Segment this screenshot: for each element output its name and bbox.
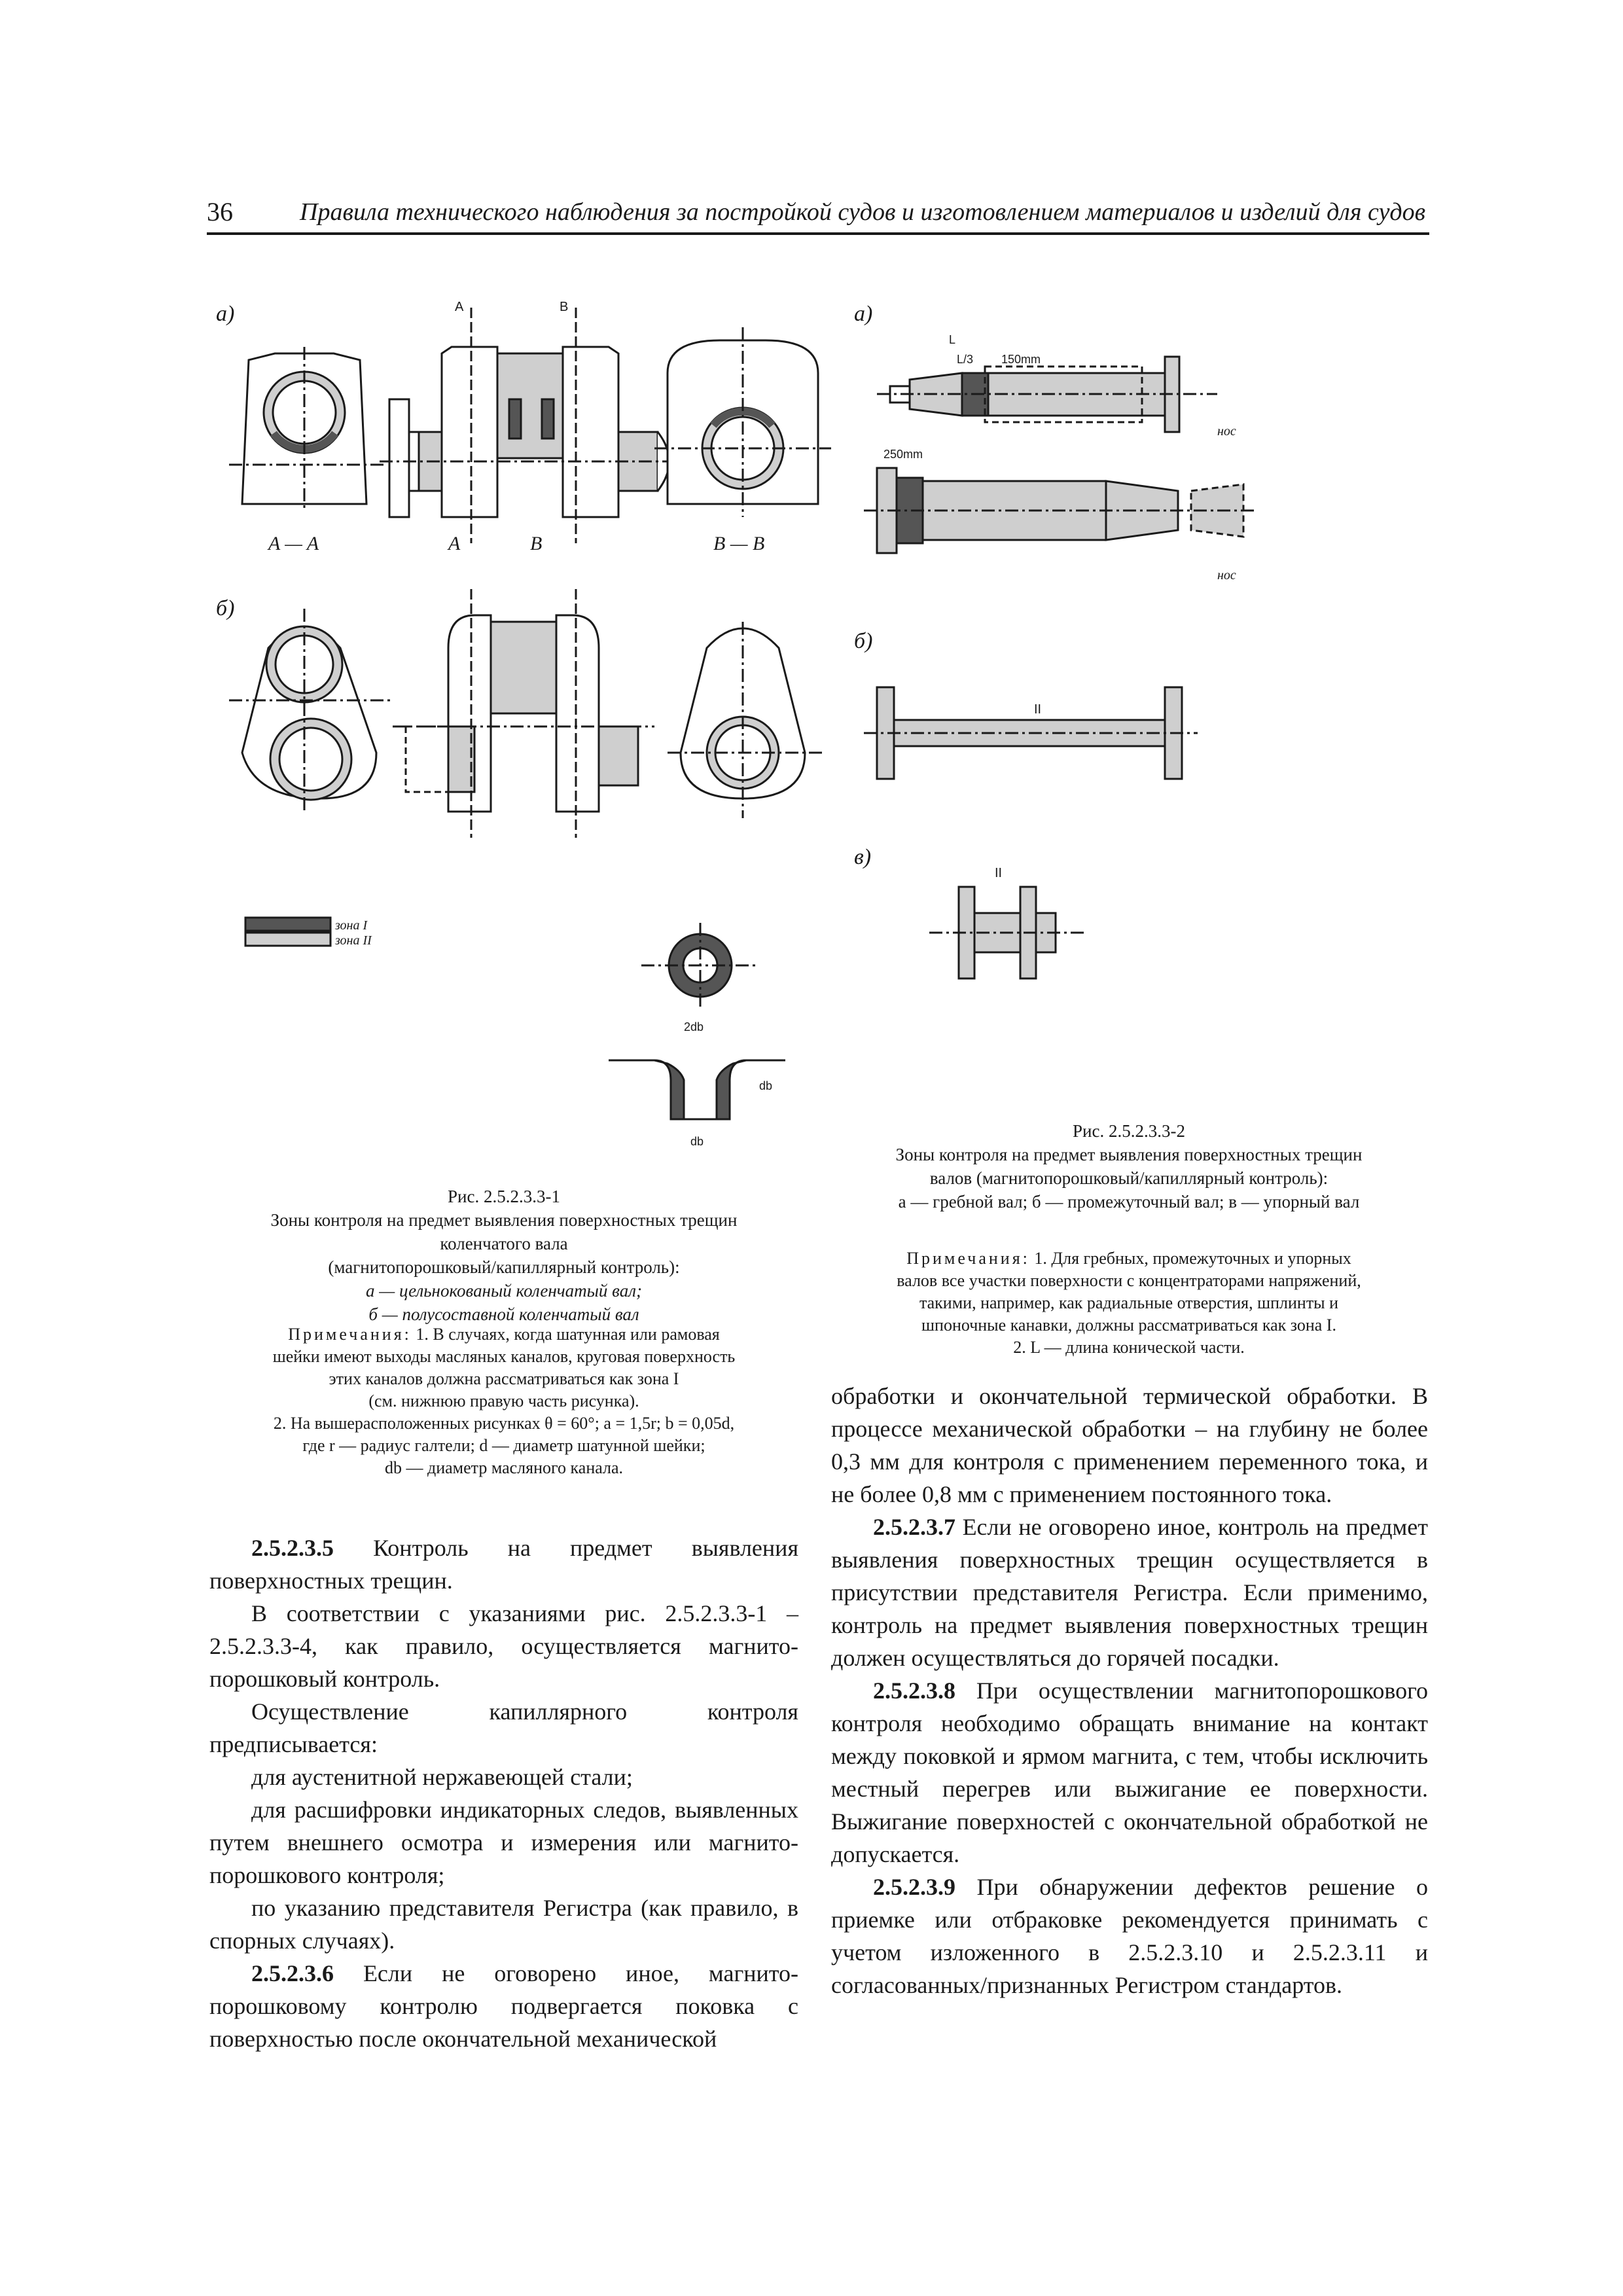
svg-text:A: A [455,300,464,314]
paragraph: В соответствии с указаниями рис. 2.5.2.3.3-1 – 2.5.2.3.3-4, как правило, осуществляется магнито-порошковый контроль. [209,1600,798,1692]
paragraph: для расшифровки индикаторных следов, выявленных путем внешнего осмотра и измерения или магнито-порошкового контроля; [209,1797,798,1888]
svg-text:B: B [560,300,569,314]
legend-zone2-swatch [245,933,330,946]
intermediate-shaft [864,687,1198,779]
thrust-shaft [929,866,1086,978]
section-2-5-2-3-6: 2.5.2.3.6 Если не оговорено иное, магнито-порошковому контролю подвергается поковка с поверхностью после окончательной механической [209,1960,798,2052]
svg-text:L/3: L/3 [957,353,974,366]
paragraph-continued: обработки и окончательной термической обработки. В процессе механической обработки – на глубину не более 0,3 мм для контроля с применением переменного тока, и не более 0,8 мм с применением постоянного тока. [831,1383,1428,1507]
crank-side-view [380,300,700,554]
svg-text:B: B [530,533,543,554]
right-column [831,1380,1428,2001]
svg-text:150mm: 150mm [1001,353,1041,366]
paragraph: Осуществление капиллярного контроля предписывается: [209,1698,798,1757]
label-aa: A — A [268,533,319,554]
section-2-5-2-3-8: 2.5.2.3.8 При осуществлении магнитопорошкового контроля необходимо обращать внимание на контакт между поковкой и ярмом магнита, с тем, чтобы исключить местный перегрев или выжигание ее поверхности. Выжигание поверхностей с окончательной обработкой не допускается. [831,1677,1428,1867]
technical-drawings [196,281,1440,1165]
legend-zone1-swatch [245,918,330,931]
bb-section-view [654,327,831,554]
svg-text:зона I: зона I [335,918,368,933]
label-b2: б) [854,629,873,653]
svg-text:нос: нос [1217,568,1236,583]
paragraph: для аустенитной нержавеющей стали; [251,1764,633,1790]
figure1-caption: Рис. 2.5.2.3.3-1 Зоны контроля на предмет выявления поверхностных трещин коленчатого вала (магнитопорошковый/капиллярный контроль): а — цельнокованый коленчатый вал; б — полусоставной коленчатый вал [209,1185,798,1326]
figure1-title: Рис. 2.5.2.3.3-1 [448,1187,560,1206]
semi-built-crank-back [668,622,825,818]
running-header: Правила технического наблюдения за постройкой судов и изготовлением материалов и изделий для судов [300,198,1426,226]
propeller-shaft-bottom [864,448,1257,583]
svg-text:зона II: зона II [335,933,372,948]
left-column [209,1532,798,2055]
svg-text:A: A [448,533,461,554]
svg-text:II: II [995,866,1003,880]
section-2-5-2-3-9: 2.5.2.3.9 При обнаружении дефектов решение о приемке или отбраковке рекомендуется принимать с учетом изложенного в 2.5.2.3.10 и 2.5.2.3.11 и согласованных/признанных Регистром стандартов. [831,1874,1429,1998]
svg-text:2db: 2db [684,1020,704,1033]
figure2-notes: Примечания: 1. Для гребных, промежуточных и упорных валов все участки поверхности с концентраторами напряжений, такими, например, как радиальные отверстия, шплинты и шпоночные канавки, должны рассматриваться как зона I. 2. L — длина конической части. [897,1249,1361,1357]
label-v2: в) [854,845,872,869]
svg-text:нос: нос [1217,424,1236,439]
svg-text:L: L [949,333,956,346]
section-2-5-2-3-7: 2.5.2.3.7 Если не оговорено иное, контроль на предмет выявления поверхностных трещин осуществляется в присутствии представителя Регистра. Если применимо, контроль на предмет выявления поверхностных трещин должен осуществляться до горячей посадки. [831,1514,1428,1671]
figure2-title: Рис. 2.5.2.3.3-2 [1073,1121,1185,1141]
figure1-notes: Примечания: 1. В случаях, когда шатунная или рамовая шейки имеют выходы масляных каналов, круговая поверхность этих каналов должна рассматриваться как зона I (см. нижнюю правую часть рисунка). 2. На вышерасположенных рисунках θ = 60°; a = 1,5r; b = 0,05d, где r — радиус галтели; d — диаметр шатунной шейки; db — диаметр масляного канала. [272,1325,736,1477]
svg-text:II: II [1034,702,1042,717]
oil-bore-detail [609,923,785,1148]
svg-text:db: db [690,1135,704,1148]
figure2-caption: Рис. 2.5.2.3.3-2 Зоны контроля на предмет выявления поверхностных трещин валов (магнитопорошковый/капиллярный контроль): а — гребной вал; б — промежуточный вал; в — упорный вал [828,1119,1430,1213]
zone-legend [245,918,372,948]
aa-section-view [229,347,386,554]
label-a1: а) [216,302,235,326]
label-b1: б) [216,596,235,620]
page-number: 36 [207,197,233,226]
section-2-5-2-3-5: 2.5.2.3.5 Контроль на предмет выявления поверхностных трещин. [209,1535,798,1594]
paragraph: по указанию представителя Регистра (как правило, в спорных случаях). [209,1895,798,1954]
svg-text:db: db [759,1079,773,1092]
svg-text:250mm: 250mm [883,448,923,461]
propeller-shaft-top [877,333,1236,439]
label-bb: B — B [713,533,765,554]
header-rule [207,232,1429,235]
semi-built-crank-front [229,609,393,812]
figures-area [196,281,1440,1165]
label-a2: а) [854,302,873,326]
semi-built-crank-side [393,589,654,838]
